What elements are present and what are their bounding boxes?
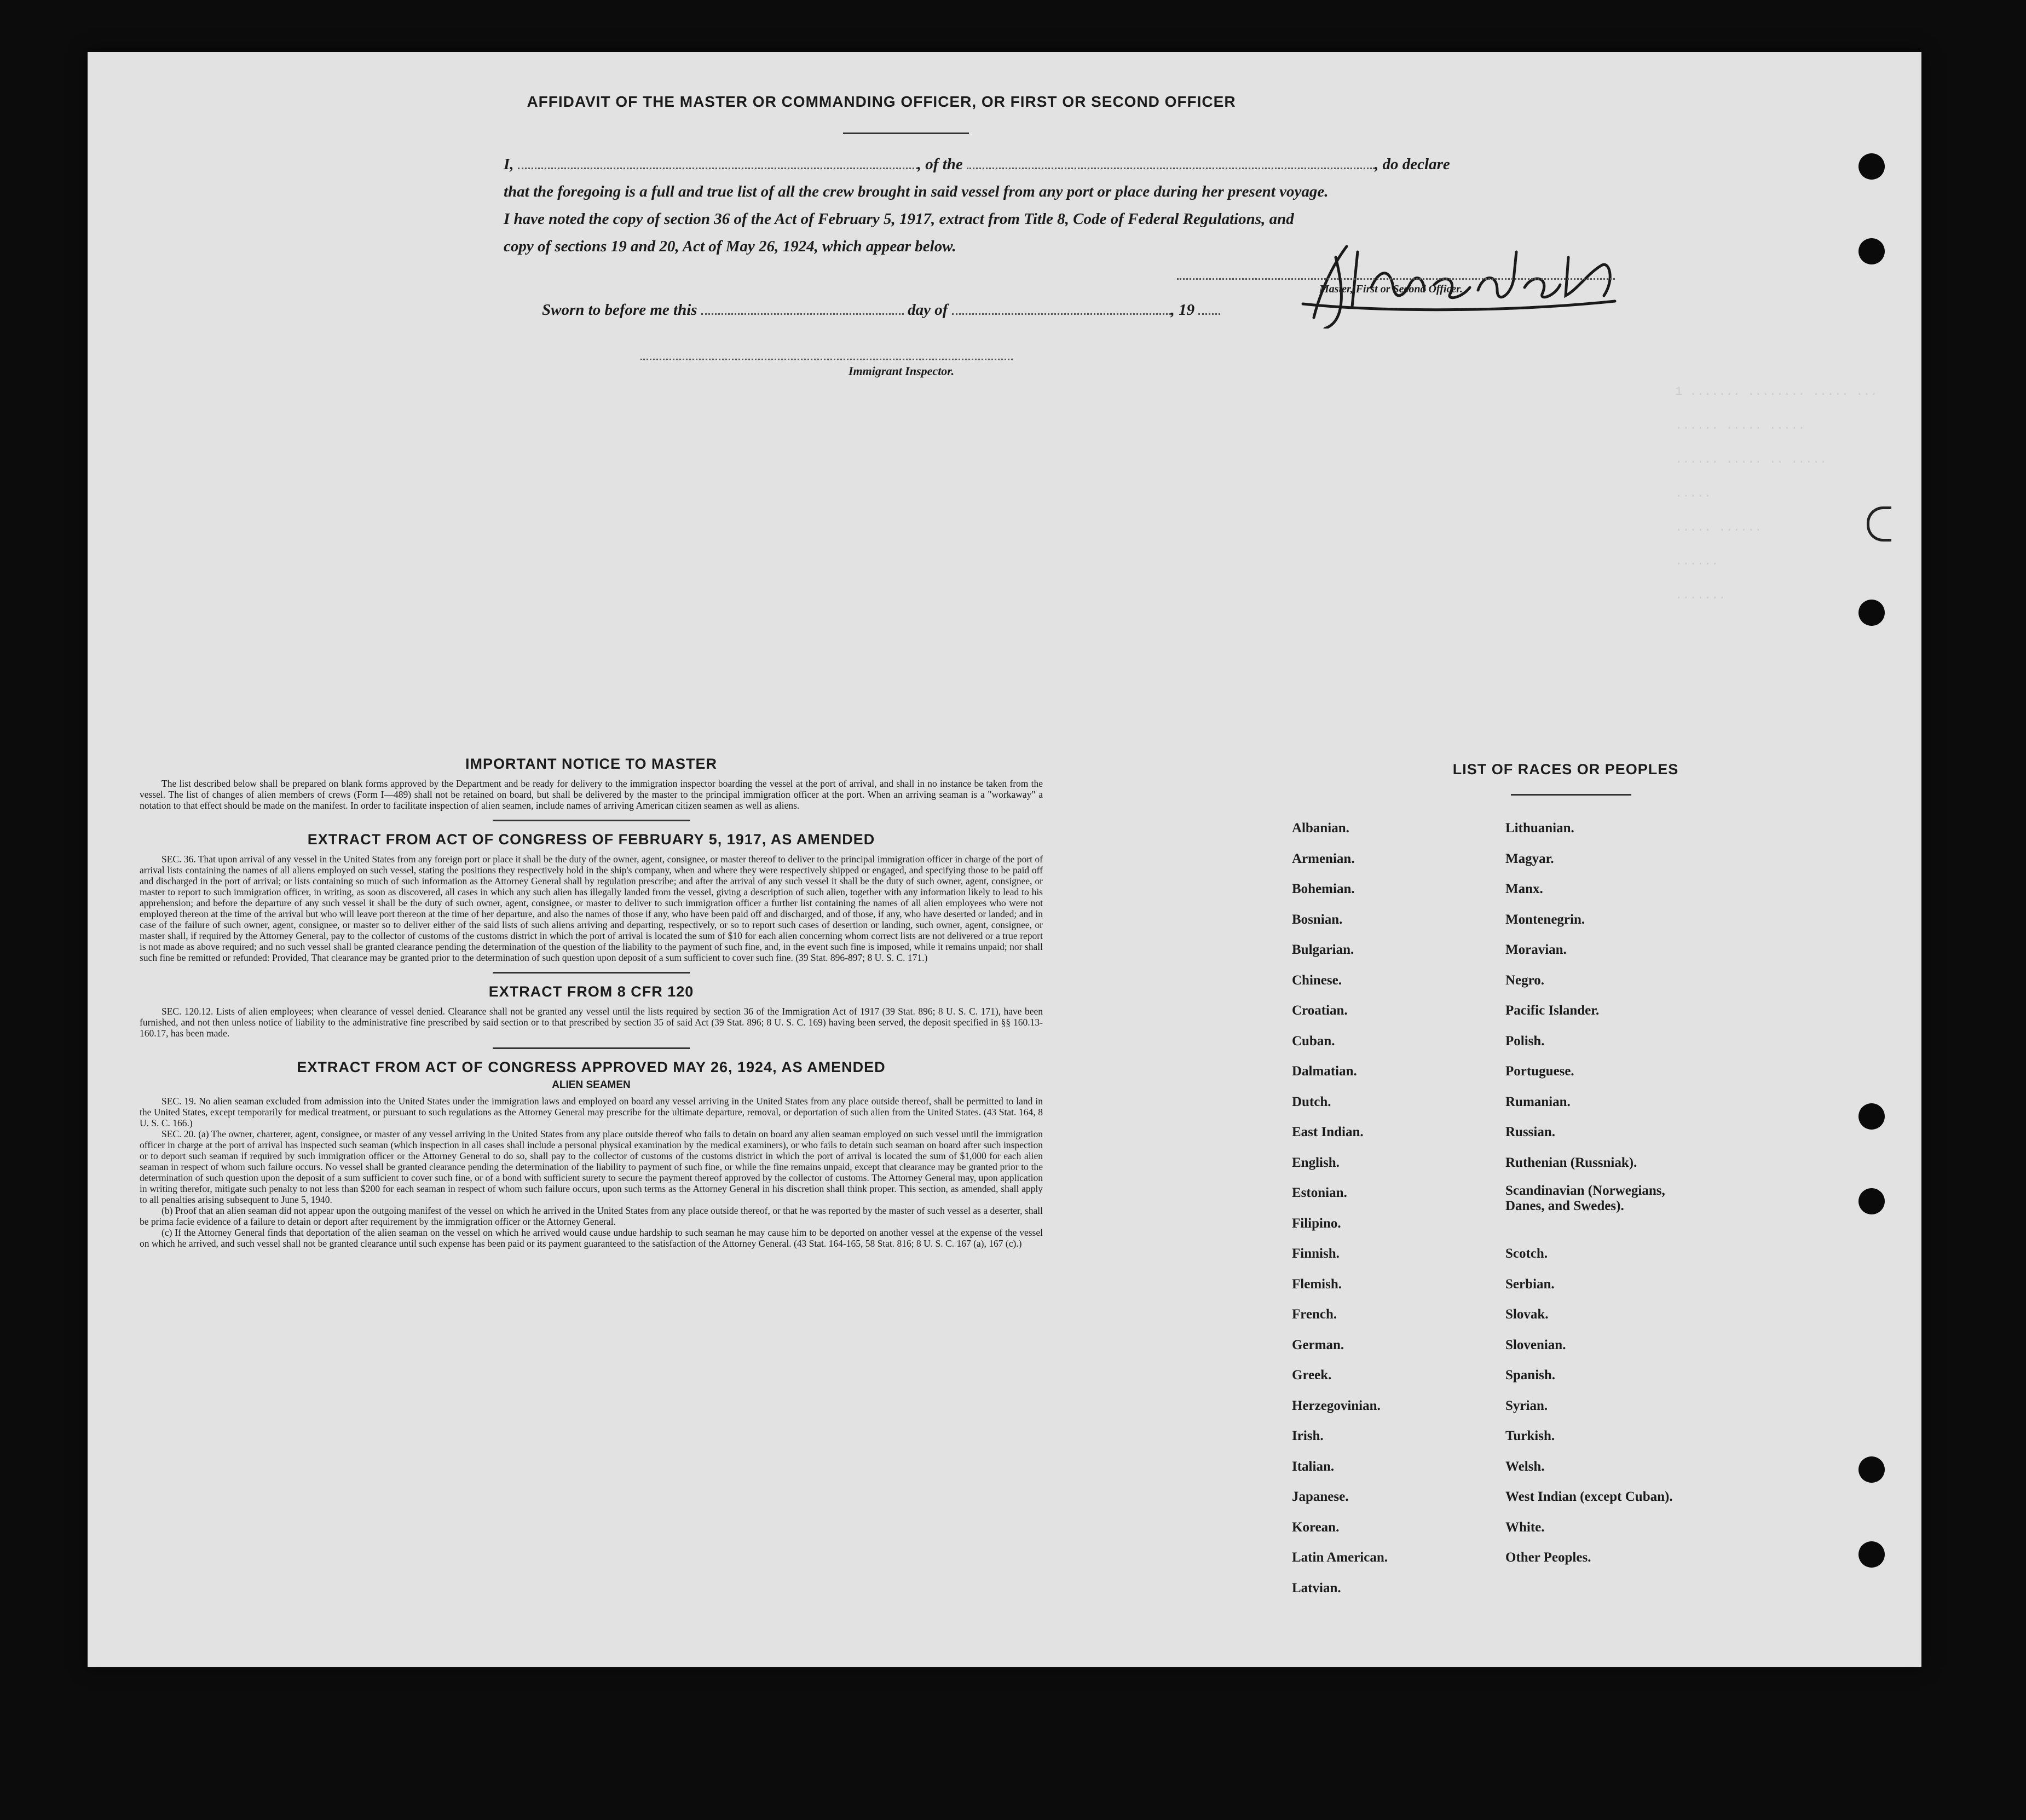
race-item: Korean. (1292, 1519, 1340, 1535)
race-item: Slovenian. (1505, 1337, 1566, 1352)
races-left-column (1292, 813, 1388, 1603)
extract-1917-text: SEC. 36. That upon arrival of any vessel in the United States from any foreign port or place it shall be the duty of the owner, agent, consignee, or master thereof to deliver to the principal immigration officer in charge of the port of arrival lists containing the names of all aliens employed on such vessel, stating the positions they respectively hold in the ship's company, when and where they were respectively shipped or engaged, and specifying those to be paid off and discharged in the port of arrival; or lists containing so much of such information as the Attorney General shall by regulation prescribe; and after the arrival of any such vessel it shall be the duty of such owner, agent, consignee, or master to report to such immigration officer, in writing, as soon as discovered, all cases in which any such alien has illegally landed from the vessel, giving a description of such alien, together with any information likely to lead to his apprehension; and before the departure of any such vessel it shall be the duty of such owner, agent, consignee, or master to deliver to such immigration officer a further list containing the names of all alien employees who were not employed thereon at the time of the arrival but who will leave port thereon at the time of her departure, and also the names of those if any, who have been paid off and discharged, and of those, if any, who have deserted or landed; and in case of the failure of such owner, agent, consignee, or master so to deliver either of the said lists of such aliens arriving and departing, respectively, or so to report such cases of desertion or landing, such owner, agent, consignee, or master shall, if required by the Attorney General, pay to the collector of customs of the customs district in which the port of arrival is located the sum of $10 for each alien concerning whom correct lists are not delivered or a true report is not made as above required; and no such vessel shall be granted clearance pending the determination of the question of the liability to the payment of such fine, and, in the event such fine is imposed, while it remains unpaid; nor shall such fine be remitted or refunded: Provided, That clearance may be granted prior to the determination of such question upon deposit of a sum sufficient to cover such fine. (39 Stat. 896-897; 8 U. S. C. 171.) (140, 854, 1043, 963)
race-item: Flemish. (1292, 1276, 1342, 1292)
race-item: Russian. (1505, 1125, 1556, 1139)
race-item: West Indian (except Cuban). (1505, 1489, 1673, 1504)
extract-1924-sec20a: SEC. 20. (a) The owner, charterer, agent, consignee, or master of any vessel arriving in the United States from any place outside thereof who fails to detain on board any alien seaman employed on such vessel until the immigration officer in charge at the port of arrival has inspected such seaman (which inspection in all cases shall include a personal physical examination by the medical examiners), or who fails to detain such seaman on board after such inspection or to deport such seaman if required by such immigration officer or the Attorney General to do so, shall pay to the collector of customs of the customs district in which the port of arrival is located the sum of $1,000 for each alien seaman in respect of whom such failure occurs. No vessel shall be granted clearance pending the determination of the liability to payment of such fine, or while the fine remains unpaid, except that clearance may be granted prior to the determination of such question upon the deposit of a sum sufficient to cover such fine, or of a bond with sufficient surety to secure the payment thereof approved by the collector of customs. The Attorney General may, upon application in writing therefor, mitigate such penalty to not less than $200 for each seaman in respect of whom such failure occurs, upon such terms as the Attorney General in his discretion shall think proper. This section, as amended, shall apply to all penalties arising subsequent to June 5, 1940. (140, 1128, 1043, 1205)
affidavit-declaration (504, 151, 1450, 260)
handwritten-signature (1281, 235, 1620, 329)
race-item: Albanian. (1292, 821, 1349, 836)
race-item: Bulgarian. (1292, 942, 1354, 957)
bleed-through: 1 ....... ........ ..... ... ...... ..... ..... ...... ..... .. ..... ..... ..... ...... ...... ....... (1675, 385, 1878, 602)
affidavit-title: AFFIDAVIT OF THE MASTER OR COMMANDING OFFICER, OR FIRST OR SECOND OFFICER (527, 93, 1236, 110)
race-item: Syrian. (1505, 1398, 1548, 1413)
divider (493, 1047, 690, 1049)
extract-cfr-title: EXTRACT FROM 8 CFR 120 (488, 983, 694, 1000)
race-item: Other Peoples. (1505, 1550, 1591, 1565)
race-item: Dalmatian. (1292, 1064, 1357, 1079)
sworn-year-prefix: , 19 (1170, 301, 1195, 319)
race-item: Manx. (1505, 882, 1543, 896)
race-item: Italian. (1292, 1459, 1335, 1474)
signature-label: Master, First or Second Officer. (1319, 283, 1463, 295)
race-item: Pacific Islander. (1505, 1003, 1600, 1018)
race-item: French. (1292, 1307, 1337, 1322)
race-item: Finnish. (1292, 1246, 1340, 1261)
sworn-day-of: day of (908, 301, 948, 319)
races-title: LIST OF RACES OR PEOPLES (1452, 761, 1679, 777)
punch-hole (1858, 600, 1885, 626)
divider (493, 972, 690, 974)
race-item: Irish. (1292, 1429, 1324, 1443)
sworn-prefix: Sworn to before me this (542, 301, 697, 319)
race-item: Moravian. (1505, 942, 1567, 957)
sworn-date-field (701, 301, 904, 315)
punch-hole (1858, 1188, 1885, 1214)
race-item: Latin American. (1292, 1550, 1388, 1565)
race-item: Spanish. (1505, 1368, 1556, 1383)
race-item: Bohemian. (1292, 882, 1355, 896)
race-item: Greek. (1292, 1368, 1332, 1383)
races-title-rule (1511, 794, 1631, 796)
race-item: Chinese. (1292, 972, 1342, 988)
race-item: Polish. (1505, 1033, 1545, 1049)
race-item: Welsh. (1505, 1459, 1545, 1474)
sworn-year-field (1198, 301, 1220, 315)
divider (493, 820, 690, 821)
race-item: Portuguese. (1505, 1064, 1574, 1079)
race-item: Slovak. (1505, 1307, 1549, 1322)
affidavit-i: I, (504, 155, 514, 173)
extract-1924-title: EXTRACT FROM ACT OF CONGRESS APPROVED MAY 26, 1924, AS AMENDED (297, 1059, 886, 1075)
document-page (88, 52, 1921, 1667)
race-item: Scandinavian (Norwegians, Danes, and Swedes). (1505, 1183, 1665, 1213)
notice-title: IMPORTANT NOTICE TO MASTER (465, 756, 717, 772)
sworn-line (542, 301, 1220, 319)
race-item: Lithuanian. (1505, 821, 1574, 836)
race-item: Armenian. (1292, 851, 1355, 866)
race-item: Latvian. (1292, 1580, 1341, 1596)
extract-1924-subtitle: ALIEN SEAMEN (552, 1079, 631, 1091)
race-item: Turkish. (1505, 1429, 1555, 1443)
punch-hole (1858, 1103, 1885, 1130)
race-item: Magyar. (1505, 851, 1554, 866)
race-item: German. (1292, 1337, 1344, 1352)
race-item: English. (1292, 1155, 1340, 1170)
race-item: Cuban. (1292, 1033, 1335, 1049)
race-item: Bosnian. (1292, 912, 1343, 927)
affidavit-of-the: , of the (917, 155, 963, 173)
punch-hole (1858, 153, 1885, 180)
race-item: Filipino. (1292, 1216, 1341, 1231)
race-item: Herzegovinian. (1292, 1398, 1381, 1413)
affidavit-title-rule (843, 133, 969, 134)
race-item: Croatian. (1292, 1003, 1348, 1018)
punch-hole (1858, 1541, 1885, 1568)
race-item: Ruthenian (Russniak). (1505, 1155, 1637, 1170)
legal-notices (140, 756, 1043, 1249)
races-right-column (1505, 813, 1686, 1573)
affidavit-line-2: that the foregoing is a full and true list of all the crew brought in said vessel from any port or place during her present voyage. (504, 183, 1329, 200)
race-item: Negro. (1505, 972, 1545, 988)
race-item: Rumanian. (1505, 1094, 1571, 1109)
extract-1917-title: EXTRACT FROM ACT OF CONGRESS OF FEBRUARY 5, 1917, AS AMENDED (307, 831, 875, 848)
punch-hole (1858, 238, 1885, 264)
punch-hole (1858, 1456, 1885, 1483)
affidavit-line-4: copy of sections 19 and 20, Act of May 26, 1924, which appear below. (504, 238, 956, 255)
race-item: Estonian. (1292, 1185, 1347, 1200)
race-item: Dutch. (1292, 1094, 1331, 1109)
extract-cfr-text: SEC. 120.12. Lists of alien employees; when clearance of vessel denied. Clearance shall not be granted any vessel until the lists required by section 36 of the Immigration Act of 1917 (39 Stat. 896; 8 U. S. C. 171), have been furnished, and not then unless notice of liability to the administrative fine prescribed by said section or to that prescribed by section 35 of said Act (39 Stat. 896; 8 U. S. C. 169) having been served, the deposit specified in §§ 160.13-160.17, has been made. (140, 1006, 1043, 1039)
affidavit-line-3: I have noted the copy of section 36 of the Act of February 5, 1917, extract from Title 8, Code of Federal Regulations, and (504, 210, 1294, 228)
affidavit-do-declare: , do declare (1375, 155, 1450, 173)
extract-1924-sec20b: (b) Proof that an alien seaman did not appear upon the outgoing manifest of the vessel on which he arrived in the United States from any place outside thereof, or that he was reported by the master of such vessel as a deserter, shall be prima facie evidence of a failure to detain or deport after requirement by the immigration officer or the Attorney General. (140, 1205, 1043, 1227)
notice-text: The list described below shall be prepared on blank forms approved by the Department and be ready for delivery to the immigration inspector boarding the vessel at the port of arrival, and shall in no instance be taken from the vessel. The list of changes of alien members of crews (Form I—489) shall not be retained on board, but shall be delivered by the master to the principal immigration officer at the port. When an arriving seaman is a "workaway" a notation to that effect should be made on the manifest. In order to facilitate inspection of alien seamen, include names of arriving American citizen seamen as well as aliens. (140, 778, 1043, 811)
sworn-month-field (952, 301, 1171, 315)
race-item: White. (1505, 1519, 1545, 1535)
extract-1924-sec19: SEC. 19. No alien seaman excluded from admission into the United States under the immigration laws and employed on board any vessel arriving in the United States from any place outside thereof, shall be permitted to land in the United States, except temporarily for medical treatment, or pursuant to such regulations as the Attorney General may prescribe for the ultimate departure, removal, or deportation of such alien from the United States. (43 Stat. 164, 8 U. S. C. 166.) (140, 1096, 1043, 1128)
race-item: Japanese. (1292, 1489, 1349, 1504)
vessel-field-line (967, 155, 1375, 169)
extract-1924-sec20c: (c) If the Attorney General finds that deportation of the alien seaman on the vessel on which he arrived would cause undue hardship to such seaman he may cause him to be deported on another vessel at the expense of the vessel on which he arrived, and such vessel shall not be granted clearance until such expense has been paid or its payment guaranteed to the satisfaction of the Attorney General. (43 Stat. 164-165, 58 Stat. 816; 8 U. S. C. 167 (a), 167 (c).) (140, 1227, 1043, 1249)
race-item: Montenegrin. (1505, 912, 1585, 927)
race-item: East Indian. (1292, 1125, 1364, 1139)
race-item: Scotch. (1505, 1246, 1548, 1261)
race-item: Serbian. (1505, 1276, 1555, 1292)
signature-line (1177, 278, 1615, 280)
inspector-label: Immigrant Inspector. (849, 364, 955, 378)
name-field-line (518, 155, 917, 169)
inspector-signature-line (640, 359, 1013, 360)
